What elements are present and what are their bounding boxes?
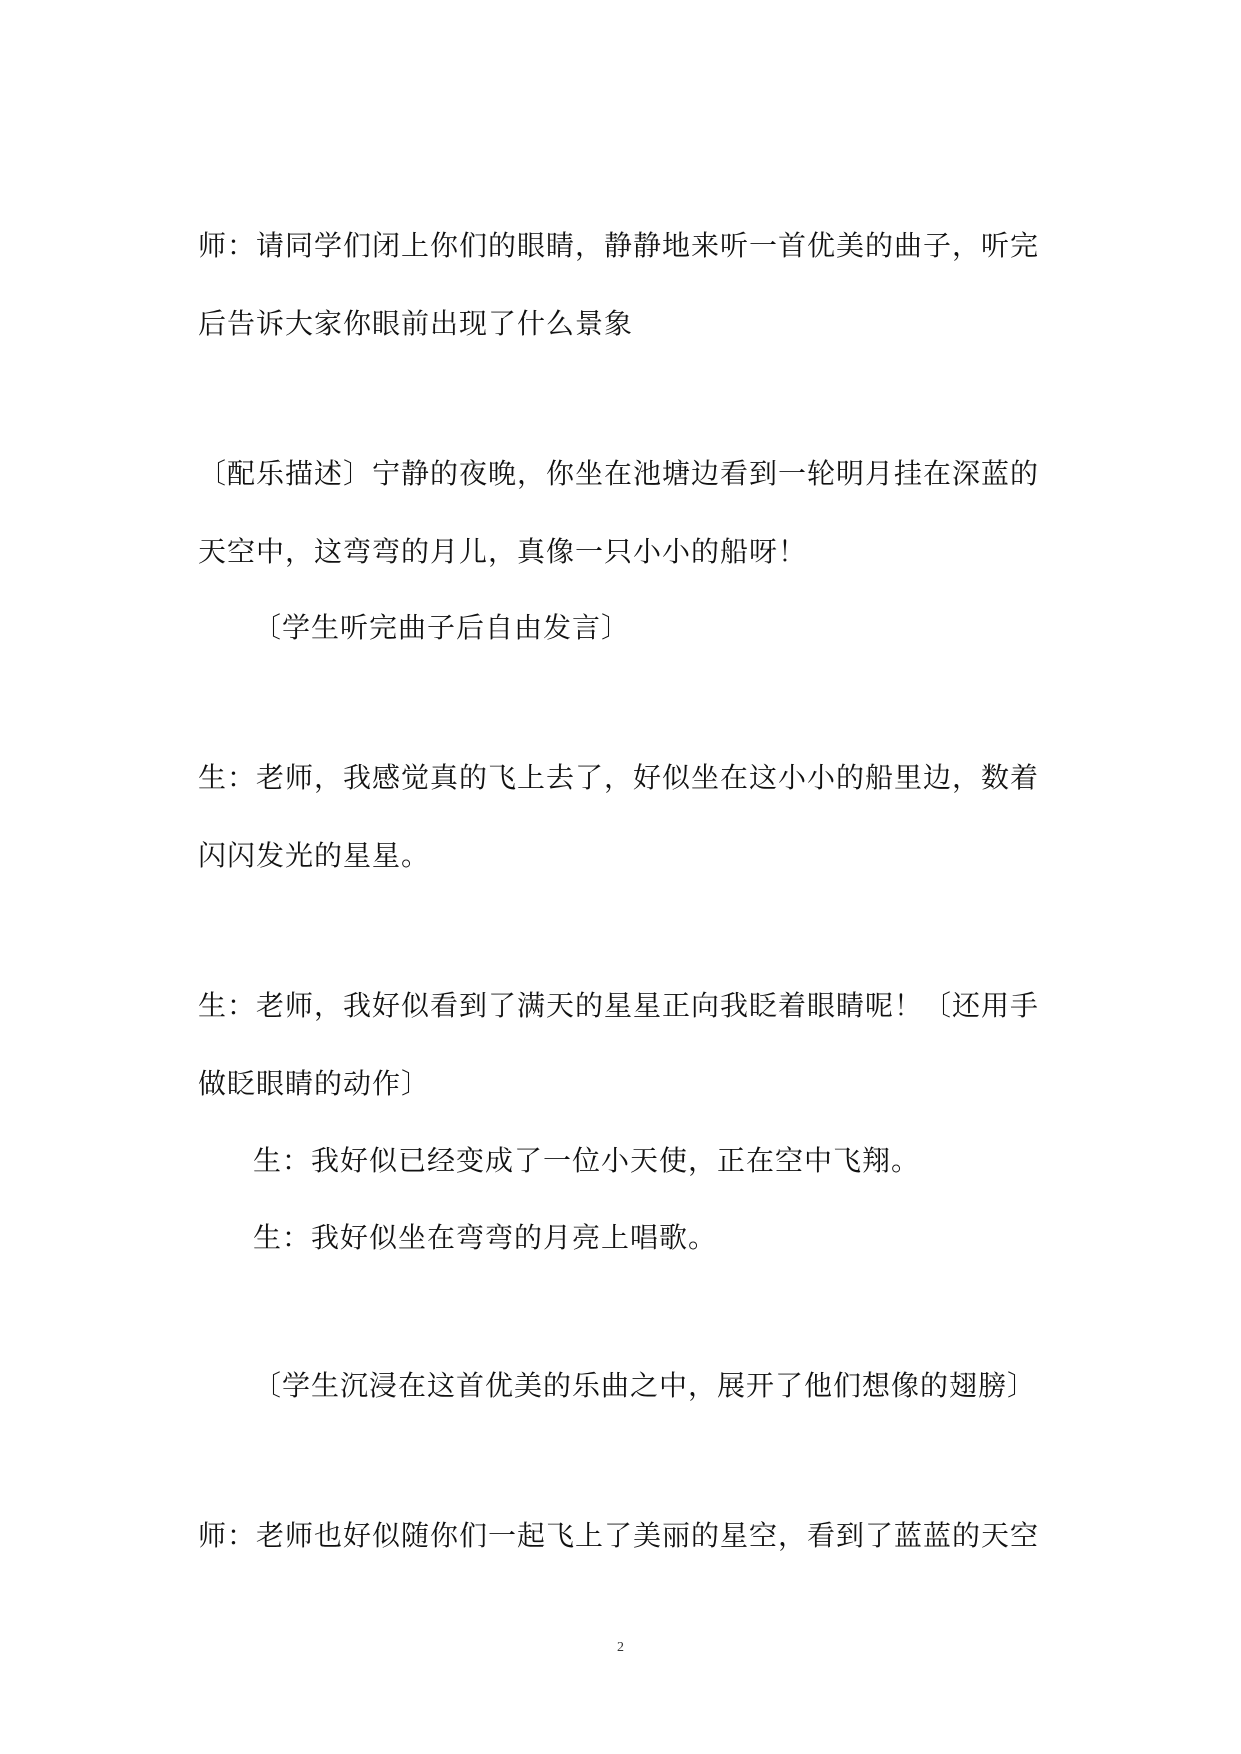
text-line-student-4: 生：我好似坐在弯弯的月亮上唱歌。 xyxy=(253,1221,718,1254)
text-line-music-description-2: 天空中，这弯弯的月儿，真像一只小小的船呀！ xyxy=(198,535,808,568)
text-line-student-2b: 做眨眼睛的动作〕 xyxy=(198,1067,431,1100)
text-line-student-3: 生：我好似已经变成了一位小天使，正在空中飞翔。 xyxy=(253,1144,921,1177)
text-line-stage-note-immersed: 〔学生沉浸在这首优美的乐曲之中，展开了他们想像的翅膀〕 xyxy=(253,1369,1037,1402)
text-line-teacher-closing: 师：老师也好似随你们一起飞上了美丽的星空，看到了蓝蓝的天空 xyxy=(198,1519,1040,1552)
text-line-stage-note-free-speech: 〔学生听完曲子后自由发言〕 xyxy=(253,611,631,644)
text-line-teacher-intro-2: 后告诉大家你眼前出现了什么景象 xyxy=(198,307,634,340)
text-line-music-description-1: 〔配乐描述〕宁静的夜晚，你坐在池塘边看到一轮明月挂在深蓝的 xyxy=(198,457,1040,490)
text-line-student-1b: 闪闪发光的星星。 xyxy=(198,839,431,872)
text-line-student-1a: 生：老师，我感觉真的飞上去了，好似坐在这小小的船里边，数着 xyxy=(198,761,1040,794)
text-line-teacher-intro-1: 师：请同学们闭上你们的眼睛，静静地来听一首优美的曲子，听完 xyxy=(198,229,1040,262)
text-line-student-2a: 生：老师，我好似看到了满天的星星正向我眨着眼睛呢！〔还用手 xyxy=(198,989,1040,1022)
page-number: 2 xyxy=(617,1640,624,1655)
